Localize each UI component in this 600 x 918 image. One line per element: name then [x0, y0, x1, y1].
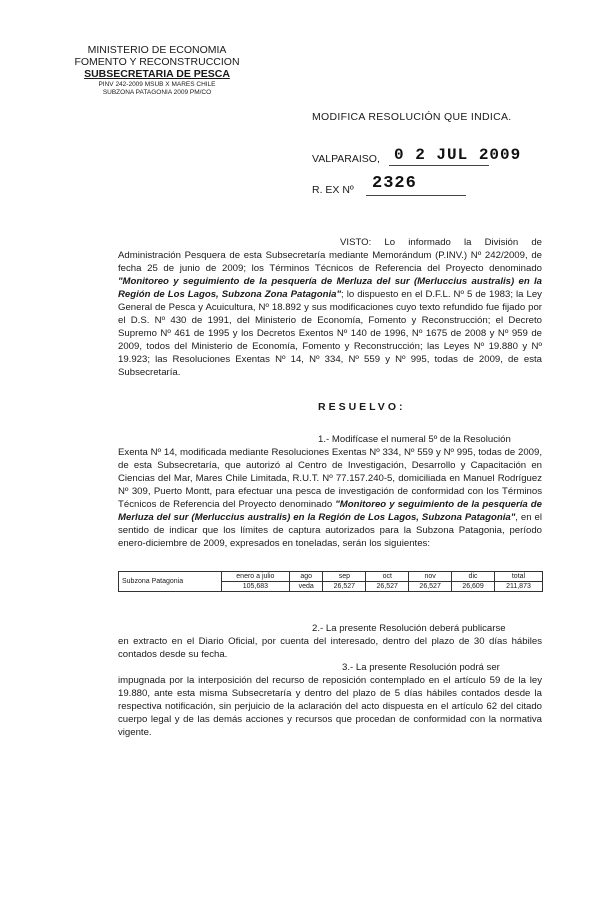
letterhead-ministry: MINISTERIO DE ECONOMIA [87, 44, 227, 56]
table-row-label: Subzona Patagonia [119, 572, 222, 592]
date-underline [389, 165, 489, 166]
table-value-cell: 26,527 [323, 582, 366, 592]
document-subject: MODIFICA RESOLUCIÓN QUE INDICA. [312, 111, 512, 123]
item-1-paragraph [118, 446, 542, 550]
table-header-cell: ago [289, 572, 322, 582]
letterhead [62, 44, 252, 97]
rex-label: R. EX Nº [312, 184, 354, 196]
table-value-cell: 26,527 [409, 582, 452, 592]
table-header-cell: enero a julio [221, 572, 289, 582]
rex-underline [366, 195, 466, 196]
table-header-cell: dic [452, 572, 495, 582]
item-2-text: en extracto en el Diario Oficial, por cuenta del interesado, dentro del plazo de 30 días hábiles contados desde su fecha. [118, 636, 542, 660]
item-1-project-name: "Monitoreo y seguimiento de la pesquería de Merluza del sur (Merluccius australis) en la Región de Los Lagos, Subzona Patagonia" [118, 499, 542, 523]
visto-project-name: "Monitoreo y seguimiento de la pesquería de Merluza del sur (Merluccius australis) en la Región de Los Lagos, Subzona Zona Patagonia" [118, 276, 542, 300]
table-header-cell: oct [366, 572, 409, 582]
item-1-lead: 1.- Modifícase el numeral 5º de la Resolución [318, 434, 511, 445]
item-2-lead: 2.- La presente Resolución deberá publicarse [312, 623, 506, 634]
letterhead-ref: PINV 242-2009 MSUB X MARES CHILE [98, 81, 216, 88]
visto-text-1: Lo informado la División de Administración Pesquera de esta Subsecretaría mediante Memorándum (P.INV.) Nº 242/2009, de fecha 25 de junio de 2009; los Términos Técnicos de Referencia del Proyecto denominado [118, 237, 542, 274]
resuelvo-heading: RESUELVO: [318, 401, 406, 413]
table-header-cell: nov [409, 572, 452, 582]
catch-limits-table [118, 571, 543, 592]
rex-number: 2326 [372, 174, 417, 193]
letterhead-subsecretaria: SUBSECRETARIA DE PESCA [84, 68, 230, 80]
visto-paragraph [118, 236, 542, 379]
visto-label: VISTO: [340, 237, 372, 248]
letterhead-ministry-2: FOMENTO Y RECONSTRUCCION [74, 56, 240, 68]
place-label: VALPARAISO, [312, 153, 380, 165]
table-value-cell: 105,683 [221, 582, 289, 592]
document-date: 0 2 JUL 2009 [394, 146, 522, 164]
letterhead-ref-2: SUBZONA PATAGONIA 2009 PM/CO [102, 89, 212, 96]
table-value-cell: 211,873 [494, 582, 542, 592]
table-header-cell: sep [323, 572, 366, 582]
table-header-row [119, 572, 543, 582]
item-1-text: Exenta Nº 14, modificada mediante Resoluciones Exentas Nº 334, Nº 559 y Nº 995, todas de 2009, de esta Subsecretaría, que autorizó al Centro de Investigación, Desarrollo y Capacitación en Ciencias del Mar, Mares Chile Limitada, R.U.T. Nº 77.157.240-5, domiciliada en Manuel Rodríguez Nº 309, Puerto Montt, para efectuar una pesca de investigación de conformidad con los Términos Técnicos de Referencia del Proyecto denominado [118, 447, 542, 510]
table-value-cell: 26,527 [366, 582, 409, 592]
table-header-cell: total [494, 572, 542, 582]
item-3-lead: 3.- La presente Resolución podrá ser [342, 662, 500, 673]
item-3-text: impugnada por la interposición del recurso de reposición contemplado en el artículo 59 de la ley 19.880, ante esta misma Subsecretaría y dentro del plazo de 5 días hábiles contados desde la respectiva notificación, sin perjuicio de la aclaración del acto dispuesta en el artículo 62 del citado cuerpo legal y de las demás acciones y recursos que procedan de conformidad con la normativa vigente. [118, 675, 542, 738]
item-1-text-2: , en el sentido de indicar que los límites de captura autorizados para la Subzona Patagonia, período enero-diciembre de 2009, expresados en toneladas, serán los siguientes: [118, 512, 542, 549]
visto-text-2: ; lo dispuesto en el D.F.L. Nº 5 de 1983; la Ley General de Pesca y Acuicultura, Nº 18.892 y sus modificaciones cuyo texto refundido fue fijado por el D.S. Nº 430 de 1991, del Ministerio de Economía, Fomento y Reconstrucción; el Decreto Supremo Nº 461 de 1995 y los Decretos Exentos Nº 140 de 1996, Nº 1675 de 2008 y Nº 959 de 2009, todos del Ministerio de Economía, Fomento y Reconstrucción; las Leyes Nº 19.880 y Nº 19.923; las Resoluciones Exentas Nº 14, Nº 334, Nº 559 y Nº 995, todas de 2009, de esta Subsecretaría. [118, 289, 542, 378]
table-value-cell: veda [289, 582, 322, 592]
table-value-cell: 26,609 [452, 582, 495, 592]
